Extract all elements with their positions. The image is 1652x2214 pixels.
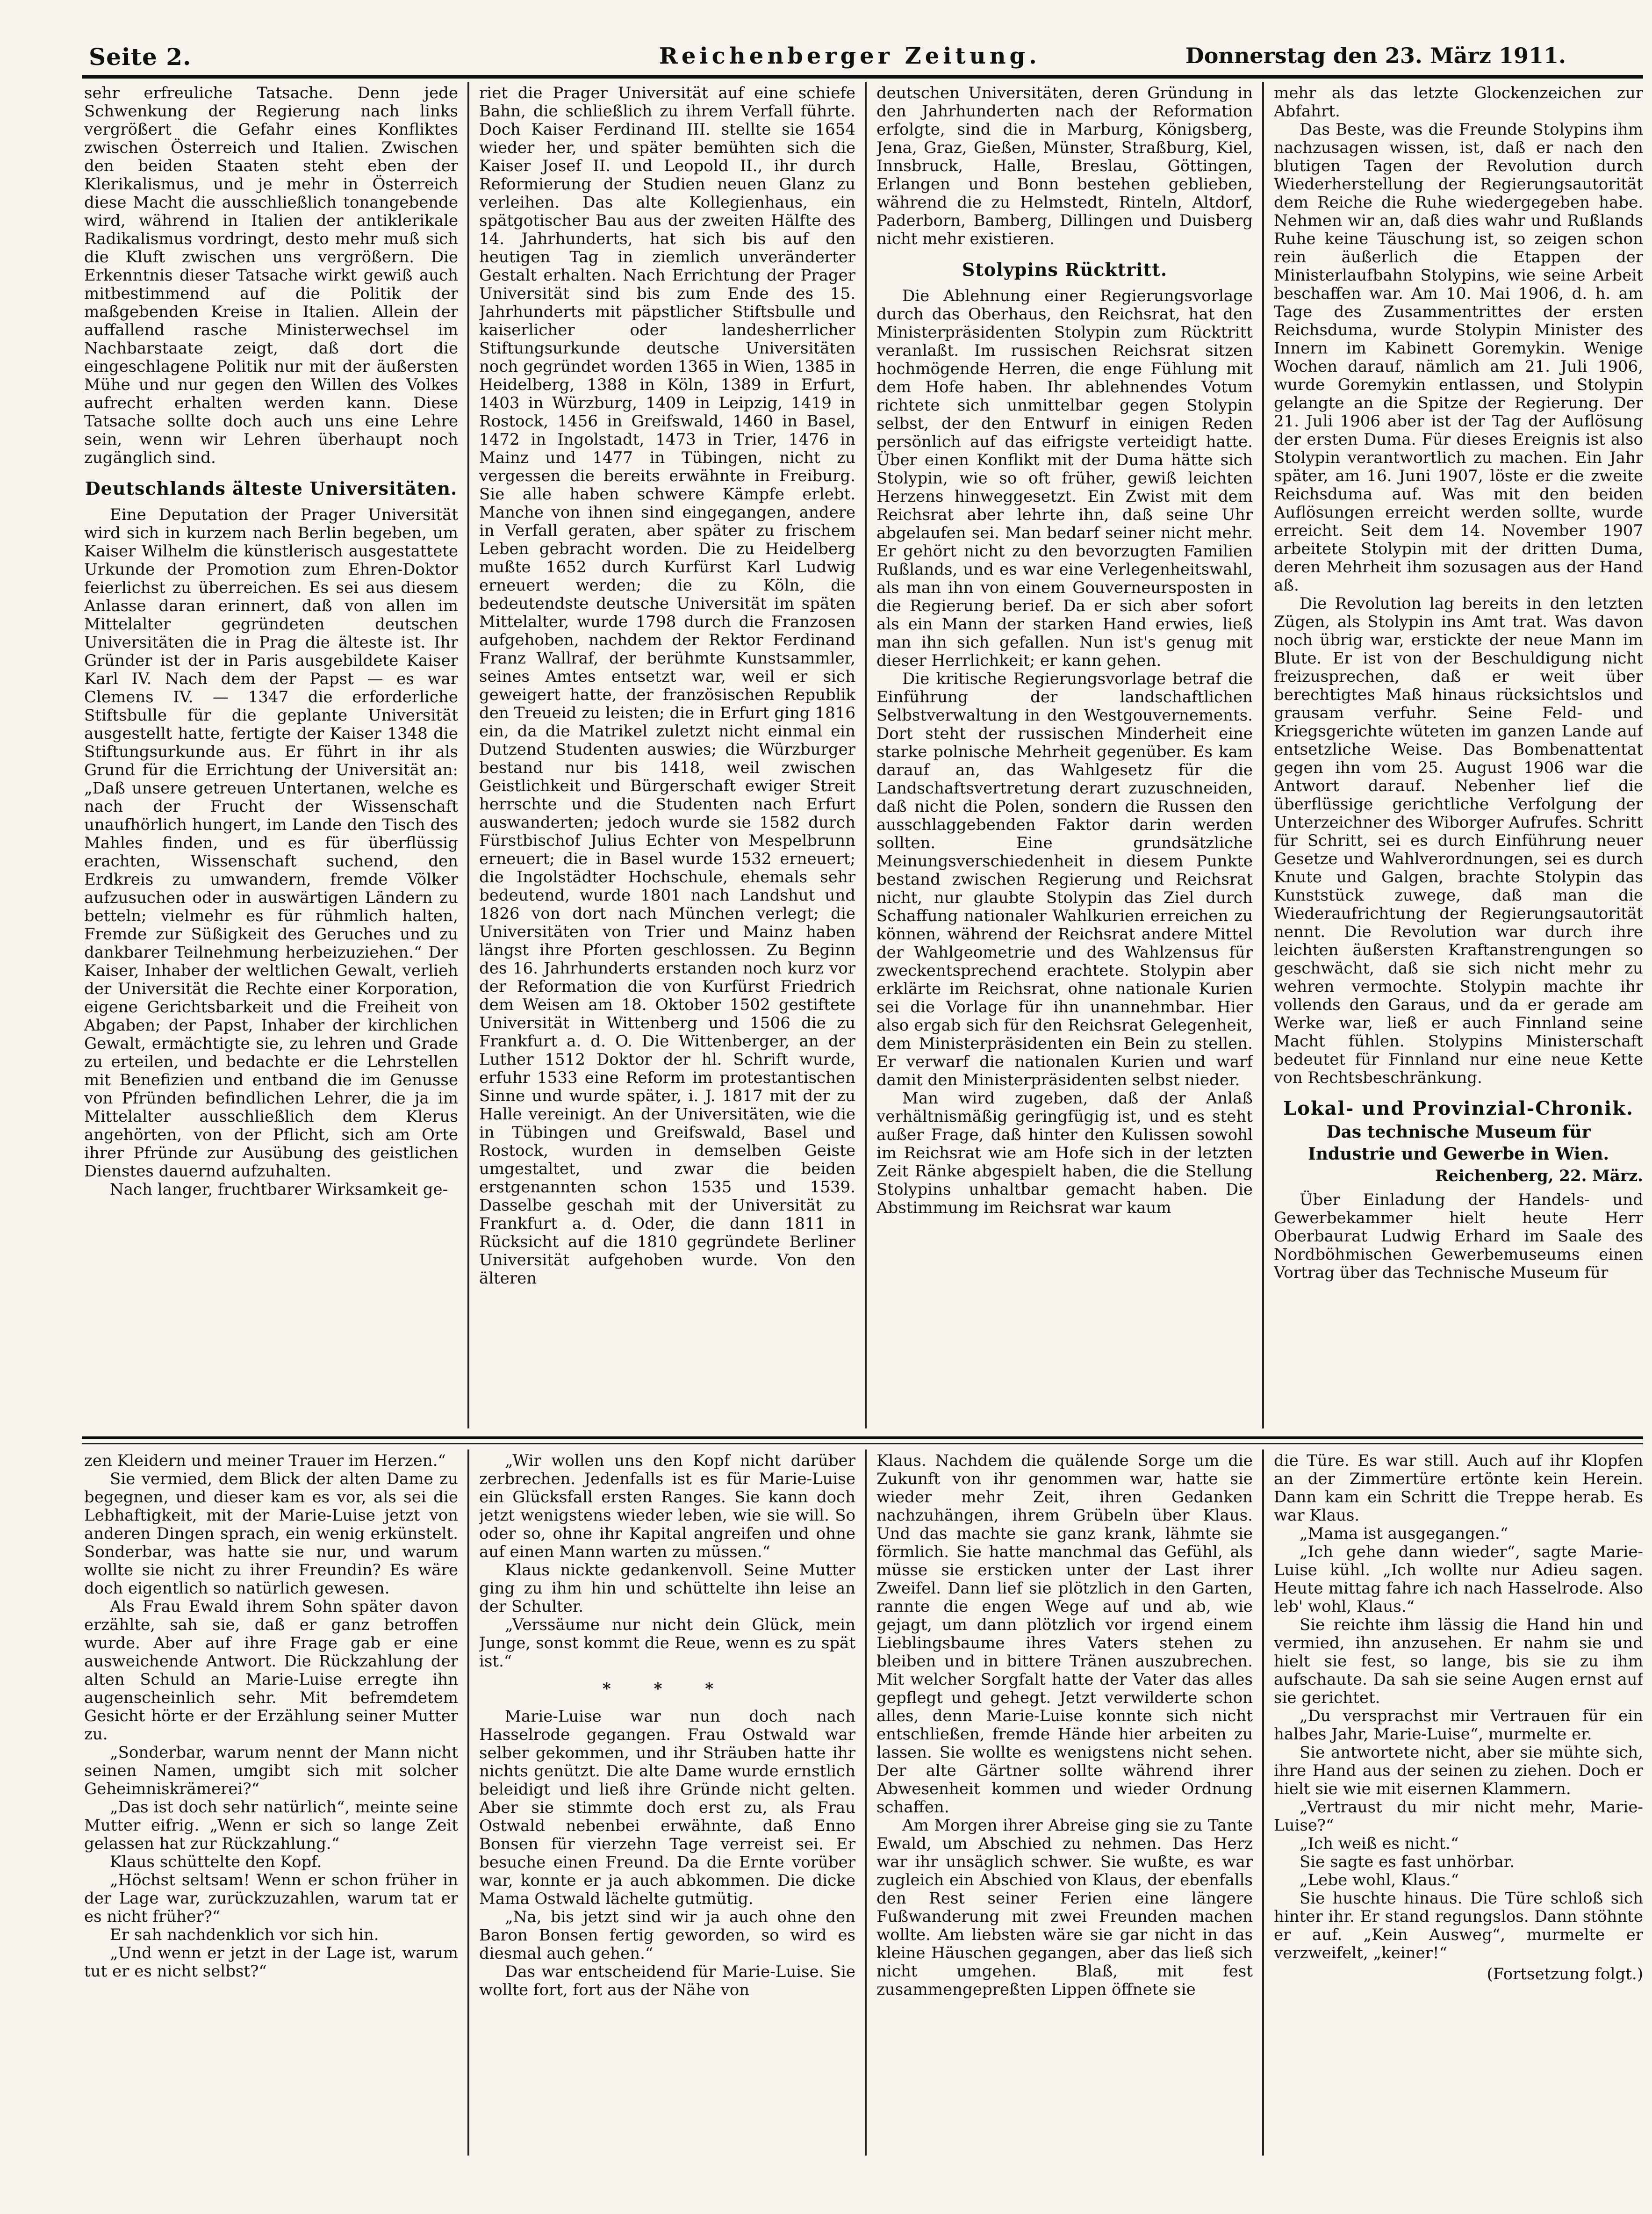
paragraph: „Ich gehe dann wieder“, sagte Marie-Luise kühl. „Ich wollte nur Adieu sagen. Heute mittag fahre ich nach Hasselrode. Also leb' wohl, Klaus.“ (1274, 1543, 1643, 1616)
paragraph: die Türe. Es war still. Auch auf ihr Klopfen an der Zimmertüre ertönte kein Herein. Dann kam ein Schritt die Treppe herab. Es war Klaus. (1274, 1452, 1643, 1525)
article-heading-stolypin: Stolypins Rücktritt. (962, 259, 1168, 280)
paragraph: „Lebe wohl, Klaus.“ (1300, 1871, 1459, 1889)
continuation-note: (Fortsetzung folgt.) (1487, 1965, 1643, 1983)
paragraph: Das war entscheidend für Marie-Luise. Sie wollte fort, fort aus der Nähe von (479, 1962, 855, 1999)
column-divider (467, 1450, 469, 2156)
paragraph: Die Revolution lag bereits in den letzten Zügen, als Stolypin ins Amt trat. Was davon noch übrig war, erstickte der neue Mann im Blute. Er ist von der Beschuldigung nicht freizusprechen, daß er weit über berechtigtes Maß hinaus rücksichtslos und grausam verfuhr. Seine Feld- und Kriegsgerichte wüteten im ganzen Lande auf entsetzliche Weise. Das Bombenattentat gegen ihn vom 25. August 1906 war die Antwort darauf. Nebenher lief die überflüssige gerichtliche Verfolgung der Unterzeichner des Wiborger Aufrufes. Schritt für Schritt, sei es durch Einführung neuer Gesetze und Wahlverordnungen, sei es durch Knute und Galgen, brachte Stolypin das Kunststück zuwege, daß man die Wiederaufrichtung der Regierungsautorität nennt. Die Revolution war durch ihre leichten äußersten Kraftanstrengungen so geschwächt, daß sie sich nicht mehr zu wehren vermochte. Stolypin machte ihr vollends den Garaus, und da er gerade am Werke war, ließ er auch Finnland seine Macht fühlen. Stolypins Ministerschaft bedeutet für Finnland nur eine neue Kette von Rechtsbeschränkung. (1274, 594, 1643, 1087)
paragraph: „Und wenn er jetzt in der Lage ist, warum tut er es nicht selbst?“ (84, 1944, 458, 1981)
paragraph: „Vertraust du mir nicht mehr, Marie-Luise?“ (1274, 1798, 1643, 1835)
paragraph: „Na, bis jetzt sind wir ja auch ohne den Baron Bonsen fertig geworden, so wird es diesmal auch gehen.“ (479, 1908, 855, 1963)
paragraph: zen Kleidern und meiner Trauer im Herzen.“ (84, 1452, 446, 1470)
paragraph: „Sonderbar, warum nennt der Mann nicht seinen Namen, umgibt sich mit solcher Geheimniskrämerei?“ (84, 1743, 458, 1798)
paragraph: „Das ist doch sehr natürlich“, meinte seine Mutter eifrig. „Wenn er sich so lange Zeit gelassen hat zur Rückzahlung.“ (84, 1798, 458, 1853)
paragraph: „Du versprachst mir Vertrauen für ein halbes Jahr, Marie-Luise“, murmelte er. (1274, 1707, 1643, 1744)
paragraph: mehr als das letzte Glockenzeichen zur Abfahrt. (1274, 84, 1643, 121)
column-divider (1262, 82, 1264, 1428)
paragraph: Die Ablehnung einer Regierungsvorlage durch das Oberhaus, den Reichsrat, hat den Ministerpräsidenten Stolypin zum Rücktritt veranlaßt. Im russischen Reichsrat sitzen hochmögende Herren, die enge Fühlung mit dem Hofe haben. Ihr ablehnendes Votum richtete sich unmittelbar gegen Stolypin selbst, der den Entwurf in einigen Reden persönlich auf das eifrigste verteidigt hatte. Über einen Konflikt mit der Duma hätte sich Stolypin, wie so oft früher, gewiß leichten Herzens hinweggesetzt. Ein Zwist mit dem Reichsrat aber lehrte ihn, daß seine Uhr abgelaufen sei. Man bedarf seiner nicht mehr. Er gehört nicht zu den bevorzugten Familien Rußlands, und es war eine Verlegenheitswahl, als man ihn von einem Gouverneursposten in die Regierung berief. Da er sich aber sofort als ein Mann der starken Hand erwies, ließ man ihn sich gefallen. Nun ist's genug mit dieser Herrlichkeit; er kann gehen. (876, 287, 1253, 670)
paragraph: „Mama ist ausgegangen.“ (1300, 1524, 1508, 1543)
header-rule (82, 75, 1643, 79)
feuilleton-column-3 (876, 1452, 1253, 2153)
column-2 (479, 84, 855, 1431)
section-break-stars: * * * (602, 1680, 732, 1698)
paragraph: Nach langer, fruchtbarer Wirksamkeit ge- (110, 1180, 448, 1199)
paragraph: Sie sagte es fast unhörbar. (1300, 1853, 1515, 1871)
article-subheading: Industrie und Gewerbe in Wien. (1308, 1144, 1609, 1164)
paragraph: riet die Prager Universität auf eine schiefe Bahn, die schließlich zu ihrem Verfall führte. Doch Kaiser Ferdinand III. stellte sie 1654 wieder her, und später bemühten sich die Kaiser Josef II. und Leopold II., ihr durch Reformierung der Studien neuen Glanz zu verleihen. Das alte Kollegienhaus, ein spätgotischer Bau aus der zweiten Hälfte des 14. Jahrhunderts, hat sich bis auf den heutigen Tag in ziemlich unveränderter Gestalt erhalten. Nach Errichtung der Prager Universität sind bis zum Ende des 15. Jahrhunderts mit päpstlicher Stiftsbulle und kaiserlicher oder landesherrlicher Stiftungsurkunde deutsche Universitäten noch gegründet worden 1365 in Wien, 1385 in Heidelberg, 1388 in Köln, 1389 in Erfurt, 1403 in Würzburg, 1409 in Leipzig, 1419 in Rostock, 1456 in Greifswald, 1460 in Basel, 1472 in Ingolstadt, 1473 in Trier, 1476 in Mainz und 1477 in Tübingen, nicht zu vergessen die bereits erwähnte in Freiburg. Sie alle haben schwere Kämpfe erlebt. Manche von ihnen sind eingegangen, andere in Verfall geraten, aber später zu frischem Leben gebracht worden. Die zu Heidelberg mußte 1652 durch Kurfürst Karl Ludwig erneuert werden; die zu Köln, die bedeutendste deutsche Universität im späten Mittelalter, wurde 1798 durch die Franzosen aufgehoben, nachdem der Rektor Ferdinand Franz Wallraf, der berühmte Kunstsammler, seines Amtes entsetzt war, weil er sich geweigert hatte, der französischen Republik den Treueid zu leisten; die in Erfurt ging 1816 ein, da die Matrikel zuletzt nicht einmal ein Dutzend Studenten auswies; die Würzburger bestand nur bis 1418, weil zwischen Geistlichkeit und Bürgerschaft ewiger Streit herrschte und die Studenten nach Erfurt auswanderten; jedoch wurde sie 1582 durch Fürstbischof Julius Echter von Mespelbrunn erneuert; die in Basel wurde 1532 erneuert; die Ingolstädter Hochschule, ehemals sehr bedeutend, wurde 1801 nach Landshut und 1826 von dort nach München verlegt; die Universitäten von Trier und Mainz haben längst ihre Pforten geschlossen. Zu Beginn des 16. Jahrhunderts erstanden noch kurz vor der Reformation die von Kurfürst Friedrich dem Weisen am 18. Oktober 1502 gestiftete Universität in Wittenberg und 1506 die zu Frankfurt a. d. O. Die Wittenberger, an der Luther 1512 Doktor der hl. Schrift wurde, erfuhr 1533 eine Reform im protestantischen Sinne und wurde später, i. J. 1817 mit der zu Halle vereinigt. An der Universitäten, wie die in Tübingen und Greifswald, Basel und Rostock, wurden in demselben Geiste umgestaltet, und zwar die beiden erstgenannten schon 1535 und 1539. Dasselbe geschah mit der Universität zu Frankfurt a. d. Oder, die dann 1811 in Rücksicht auf die 1810 gegründete Berliner Universität aufgehoben wurde. Von den älteren (479, 84, 855, 1288)
article-heading-universities: Deutschlands älteste Universitäten. (85, 478, 458, 499)
column-4 (1274, 84, 1643, 1431)
paragraph: Er sah nachdenklich vor sich hin. (110, 1926, 379, 1944)
paragraph: „Verssäume nur nicht dein Glück, mein Junge, sonst kommt die Reue, wenn es zu spät ist.“ (479, 1615, 855, 1671)
column-divider (467, 82, 469, 1428)
paragraph: Sie reichte ihm lässig die Hand hin und vermied, ihn anzusehen. Er nahm sie und hielt sie fest, so lange, bis sie zu ihm aufschaute. Da sah sie seine Augen ernst auf sie gerichtet. (1274, 1615, 1643, 1707)
newspaper-title: Reichenberger Zeitung. (659, 43, 1041, 69)
column-3 (876, 84, 1253, 1431)
paragraph: Marie-Luise war nun doch nach Hasselrode gegangen. Frau Ostwald war selber gekommen, und ihr Sträuben hatte ihr nichts genützt. Die alte Dame wurde ernstlich beleidigt und ließ ihre Gründe nicht gelten. Aber sie stimmte doch erst zu, als Frau Ostwald nebenbei erwähnte, daß Enno Bonsen für vierzehn Tage verreist sei. Er besuche einen Freund. Da die Ernte vorüber war, konnte er ja auch abkommen. Die dicke Mama Ostwald lächelte gutmütig. (479, 1707, 855, 1908)
column-divider (865, 82, 867, 1428)
dateline: Reichenberg, 22. März. (1435, 1167, 1643, 1185)
column-divider (1262, 1450, 1264, 2156)
paragraph: deutschen Universitäten, deren Gründung in den Jahrhunderten nach der Reformation erfolgte, sind die in Marburg, Königsberg, Jena, Graz, Gießen, Münster, Straßburg, Kiel, Innsbruck, Halle, Breslau, Göttingen, Erlangen und Bonn bestehen geblieben, während die zu Helmstedt, Rinteln, Altdorf, Paderborn, Bamberg, Dillingen und Duisberg nicht mehr existieren. (876, 84, 1253, 248)
paragraph: „Höchst seltsam! Wenn er schon früher in der Lage war, zurückzuzahlen, warum tat er es nicht früher?“ (84, 1871, 458, 1926)
paragraph: Sie vermied, dem Blick der alten Dame zu begegnen, und dieser kam es vor, als sei die Lebhaftigkeit, mit der Marie-Luise jetzt von anderen Dingen sprach, ein wenig erkünstelt. Sonderbar, was hatte sie nur, und warum wollte sie nicht zu ihrer Freundin? Es wäre doch eigentlich so natürlich gewesen. (84, 1470, 458, 1598)
paragraph: Das Beste, was die Freunde Stolypins ihm nachzusagen wissen, ist, daß er nach den blutigen Tagen der Revolution durch Wiederherstellung der Regierungsautorität dem Reiche die Ruhe wiedergegeben habe. Nehmen wir an, daß dies wahr und Rußlands Ruhe keine Täuschung ist, so zeigen schon rein äußerlich die Etappen der Ministerlaufbahn Stolypins, wie seine Arbeit beschaffen war. Am 10. Mai 1906, d. h. am Tage des Zusammentrittes der ersten Reichsduma, wurde Stolypin Minister des Innern im Kabinett Goremykin. Wenige Wochen darauf, nämlich am 21. Juli 1906, wurde Goremykin entlassen, und Stolypin gelangte an die Spitze der Regierung. Der 21. Juli 1906 aber ist der Tag der Auflösung der ersten Duma. Für dieses Ereignis ist also Stolypin verantwortlich zu machen. Ein Jahr später, am 16. Juni 1907, löste er die zweite Reichsduma auf. Was mit den beiden Auflösungen erreicht werden sollte, wurde erreicht. Seit dem 14. November 1907 arbeitete Stolypin mit der dritten Duma, deren Mehrheit ihm sozusagen aus der Hand aß. (1274, 120, 1643, 595)
feuilleton-column-1 (84, 1452, 458, 2153)
issue-date: Donnerstag den 23. März 1911. (1185, 43, 1566, 68)
paragraph: Klaus nickte gedankenvoll. Seine Mutter ging zu ihm hin und schüttelte ihn leise an der Schulter. (479, 1561, 855, 1616)
feuilleton-separator (82, 1436, 1643, 1439)
paragraph: Die kritische Regierungsvorlage betraf die Einführung der landschaftlichen Selbstverwaltung in den Westgouvernements. Dort steht der russischen Minderheit eine starke polnische Mehrheit gegenüber. Es kam darauf an, das Wahlgesetz für die Landschaftsvertretung derart zuzuschneiden, daß nicht die Polen, sondern die Russen den ausschlaggebenden Faktor darin werden sollten. Eine grundsätzliche Meinungsverschiedenheit in diesem Punkte bestand zwischen Regierung und Reichsrat nicht, nur glaubte Stolypin das Ziel durch Schaffung nationaler Wahlkurien erreichen zu können, während der Reichsrat andere Mittel der Wahlgeometrie und des Wahlzensus für zweckentsprechend erachtete. Stolypin aber erklärte im Reichsrat, ohne nationale Kurien sei die Vorlage für ihn unannehmbar. Hier also ergab sich für den Reichsrat Gelegenheit, dem Ministerpräsidenten ein Bein zu stellen. Er verwarf die nationalen Kurien und warf damit den Ministerpräsidenten selbst nieder. (876, 670, 1253, 1089)
column-divider (865, 1450, 867, 2156)
article-subheading: Das technische Museum für (1326, 1122, 1591, 1142)
paragraph: Sie huschte hinaus. Die Türe schloß sich hinter ihr. Er stand regungslos. Dann stöhnte er auf. „Kein Ausweg“, murmelte er verzweifelt, „keiner!“ (1274, 1889, 1643, 1962)
paragraph: Als Frau Ewald ihrem Sohn später davon erzählte, sah sie, daß er ganz betroffen wurde. Aber auf ihre Frage gab er eine ausweichende Antwort. Die Rückzahlung der alten Schuld an Marie-Luise erregte ihn augenscheinlich sehr. Mit befremdetem Gesicht hörte er der Erzählung seiner Mutter zu. (84, 1597, 458, 1744)
section-heading-local-chronicle: Lokal- und Provinzial-Chronik. (1283, 1097, 1634, 1119)
paragraph: Klaus. Nachdem die quälende Sorge um die Zukunft von ihr genommen war, hatte sie wieder mehr Zeit, ihren Gedanken nachzuhängen, ihrem Grübeln über Klaus. Und das machte sie ganz krank, lähmte sie förmlich. Sie hatte manchmal das Gefühl, als müsse sie ersticken unter der Last ihrer Zweifel. Dann lief sie plötzlich in den Garten, rannte die engen Wege auf und ab, wie gejagt, um dann plötzlich vor irgend einem Lieblingsbaume ihres Vaters stehen zu bleiben und in bittere Tränen auszubrechen. Mit welcher Sorgfalt hatte der Vater das alles gepflegt und gehegt. Jetzt verwilderte schon alles, denn Marie-Luise konnte sich nicht entschließen, fremde Hände hier arbeiten zu lassen. Sie wollte es wenigstens nicht sehen. Der alte Gärtner sollte während ihrer Abwesenheit kommen und wieder Ordnung schaffen. (876, 1452, 1253, 1817)
paragraph: Man wird zugeben, daß der Anlaß verhältnismäßig geringfügig ist, und es steht außer Frage, daß hinter den Kulissen sowohl im Reichsrat wie am Hofe sich in der letzten Zeit Ränke abgespielt haben, die die Stellung Stolypins unhaltbar gemacht haben. Die Abstimmung im Reichsrat war kaum (876, 1089, 1253, 1217)
paragraph: „Ich weiß es nicht.“ (1300, 1834, 1459, 1853)
paragraph: Klaus schüttelte den Kopf. (110, 1853, 322, 1871)
feuilleton-column-2 (479, 1452, 855, 2153)
paragraph: Eine Deputation der Prager Universität wird sich in kurzem nach Berlin begeben, um Kaiser Wilhelm die künstlerisch ausgestattete Urkunde der Promotion zum Ehren-Doktor feierlichst zu überreichen. Es sei aus diesem Anlasse daran erinnert, daß von allen im Mittelalter gegründeten deutschen Universitäten die in Prag die älteste ist. Ihr Gründer ist der in Paris ausgebildete Kaiser Karl IV. Nach dem der Papst — es war Clemens IV. — 1347 die erforderliche Stiftsbulle für die geplante Universität ausgestellt hatte, fertigte der Kaiser 1348 die Stiftungsurkunde aus. Er führt in ihr als Grund für die Errichtung der Universität an: „Daß unsere getreuen Untertanen, welche es nach der Frucht der Wissenschaft unaufhörlich hungert, im Lande den Tisch des Mahles finden, und es für überflüssig erachten, Wissenschaft suchend, den Erdkreis zu umwandern, fremde Völker aufzusuchen oder in auswärtigen Ländern zu betteln; vielmehr es für rühmlich halten, Fremde zur Süßigkeit des Geruches und zu dankbarer Teilnehmung herbeizuziehen.“ Der Kaiser, Inhaber der weltlichen Gewalt, verlieh der Universität die Rechte einer Korporation, eigene Gerichtsbarkeit und die Freiheit von Abgaben; der Papst, Inhaber der kirchlichen Gewalt, ermächtigte sie, zu lehren und Grade zu erteilen, und bedachte er die Lehrstellen mit Benefizien und entband die im Genusse von Pfründen befindlichen Lehrer, die ja im Mittelalter ausschließlich dem Klerus angehörten, von der Pflicht, sich am Orte ihrer Pfründe zur Ausübung des geistlichen Dienstes dauernd aufzuhalten. (84, 505, 458, 1181)
feuilleton-column-4 (1274, 1452, 1643, 2153)
feuilleton-separator-thin (82, 1443, 1643, 1444)
paragraph: „Wir wollen uns den Kopf nicht darüber zerbrechen. Jedenfalls ist es für Marie-Luise ein Glücksfall ersten Ranges. Sie kann doch jetzt wenigstens wieder leben, wie sie will. So oder so, ohne ihr Kapital angreifen und ohne auf einen Mann warten zu müssen.“ (479, 1452, 855, 1561)
column-1 (84, 84, 458, 1431)
page-number: Seite 2. (89, 43, 192, 71)
paragraph: Sie antwortete nicht, aber sie mühte sich, ihre Hand aus der seinen zu ziehen. Doch er hielt sie wie mit eisernen Klammern. (1274, 1743, 1643, 1798)
paragraph: Am Morgen ihrer Abreise ging sie zu Tante Ewald, um Abschied zu nehmen. Das Herz war ihr unsäglich schwer. Sie wußte, es war zugleich ein Abschied von Klaus, der ebenfalls den Rest seiner Ferien eine längere Fußwanderung mit zwei Freunden machen wollte. Am liebsten wäre sie gar nicht in das kleine Häuschen gegangen, aber das ließ sich nicht umgehen. Blaß, mit fest zusammengepreßten Lippen öffnete sie (876, 1816, 1253, 1999)
paragraph: Über Einladung der Handels- und Gewerbekammer hielt heute Herr Oberbaurat Ludwig Erhard im Saale des Nordböhmischen Gewerbemuseums einen Vortrag über das Technische Museum für (1274, 1190, 1643, 1282)
paragraph: sehr erfreuliche Tatsache. Denn jede Schwenkung der Regierung nach links vergrößert die Gefahr eines Konfliktes zwischen Österreich und Italien. Zwischen den beiden Staaten steht eben der Klerikalismus, und je mehr in Österreich diese Macht die ausschließlich tonangebende wird, während in Italien der antiklerikale Radikalismus vordringt, desto mehr muß sich die Kluft zwischen uns vergrößern. Die Erkenntnis dieser Tatsache wirkt gewiß auch mitbestimmend auf die Politik der maßgebenden Kreise in Italien. Allein der auffallend rasche Ministerwechsel im Nachbarstaate zeigt, daß dort die eingeschlagene Politik nur mit der äußersten Mühe und nur gegen den Willen des Volkes aufrecht erhalten werden kann. Diese Tatsache sollte doch auch uns eine Lehre sein, wenn wir Lehren überhaupt noch zugänglich sind. (84, 84, 458, 467)
